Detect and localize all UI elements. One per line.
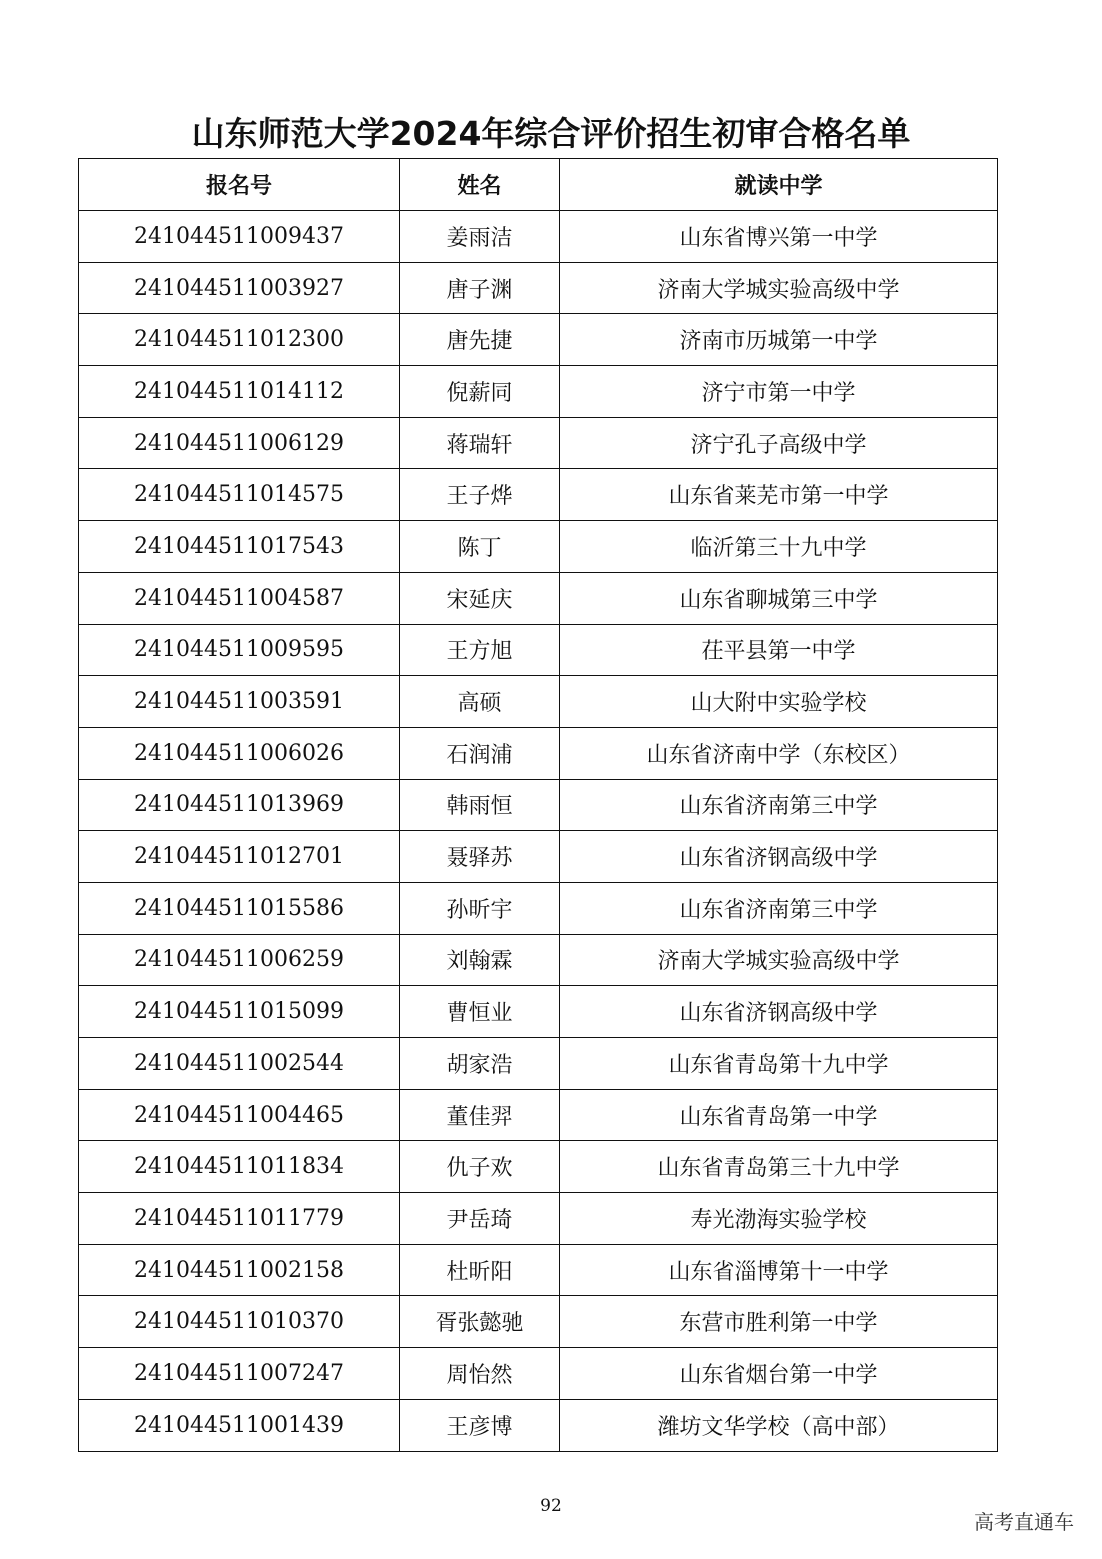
table-row (79, 314, 998, 366)
page-title: 山东师范大学2024年综合评价招生初审合格名单 (191, 114, 911, 153)
school-name-cell: 山东省淄博第十一中学 (560, 1244, 998, 1296)
registration-number-cell: 241044511001439 (79, 1399, 400, 1451)
table-row (79, 521, 998, 573)
student-name-cell: 王彦博 (400, 1399, 560, 1451)
registration-number-cell: 241044511009437 (79, 211, 400, 263)
column-header-school: 就读中学 (560, 159, 998, 211)
table-row (79, 1141, 998, 1193)
table-row (79, 727, 998, 779)
school-name-cell: 济南大学城实验高级中学 (560, 262, 998, 314)
table-row (79, 1296, 998, 1348)
school-name-cell: 山东省济南第三中学 (560, 779, 998, 831)
school-name-cell: 山东省聊城第三中学 (560, 572, 998, 624)
column-header-registration-number: 报名号 (79, 159, 400, 211)
registration-number-cell: 241044511007247 (79, 1348, 400, 1400)
table-row (79, 831, 998, 883)
registration-number-cell: 241044511012300 (79, 314, 400, 366)
table-header-row (79, 159, 998, 211)
table-body (79, 211, 998, 1452)
table-row (79, 1399, 998, 1451)
school-name-cell: 山东省烟台第一中学 (560, 1348, 998, 1400)
student-name-cell: 刘翰霖 (400, 934, 560, 986)
school-name-cell: 东营市胜利第一中学 (560, 1296, 998, 1348)
school-name-cell: 济南大学城实验高级中学 (560, 934, 998, 986)
registration-number-cell: 241044511004465 (79, 1089, 400, 1141)
registration-number-cell: 241044511015586 (79, 882, 400, 934)
table-row (79, 676, 998, 728)
student-name-cell: 倪薪同 (400, 366, 560, 418)
student-name-cell: 杜昕阳 (400, 1244, 560, 1296)
registration-number-cell: 241044511011834 (79, 1141, 400, 1193)
registration-number-cell: 241044511006026 (79, 727, 400, 779)
student-name-cell: 高硕 (400, 676, 560, 728)
student-name-cell: 王子烨 (400, 469, 560, 521)
student-name-cell: 胥张懿驰 (400, 1296, 560, 1348)
student-name-cell: 唐先捷 (400, 314, 560, 366)
table-row (79, 882, 998, 934)
registration-number-cell: 241044511010370 (79, 1296, 400, 1348)
student-name-cell: 周怡然 (400, 1348, 560, 1400)
candidate-table (78, 158, 998, 1452)
school-name-cell: 山东省博兴第一中学 (560, 211, 998, 263)
school-name-cell: 山东省济钢高级中学 (560, 831, 998, 883)
registration-number-cell: 241044511003591 (79, 676, 400, 728)
table-row (79, 262, 998, 314)
registration-number-cell: 241044511014112 (79, 366, 400, 418)
school-name-cell: 山东省青岛第三十九中学 (560, 1141, 998, 1193)
table-row (79, 934, 998, 986)
registration-number-cell: 241044511002544 (79, 1038, 400, 1090)
column-header-name: 姓名 (400, 159, 560, 211)
student-name-cell: 曹恒业 (400, 986, 560, 1038)
table-row (79, 986, 998, 1038)
table-row (79, 779, 998, 831)
student-name-cell: 韩雨恒 (400, 779, 560, 831)
student-name-cell: 尹岳琦 (400, 1193, 560, 1245)
registration-number-cell: 241044511006129 (79, 417, 400, 469)
table-row (79, 1193, 998, 1245)
table-row (79, 469, 998, 521)
school-name-cell: 茌平县第一中学 (560, 624, 998, 676)
school-name-cell: 寿光渤海实验学校 (560, 1193, 998, 1245)
school-name-cell: 山东省济南中学（东校区） (560, 727, 998, 779)
student-name-cell: 董佳羿 (400, 1089, 560, 1141)
registration-number-cell: 241044511004587 (79, 572, 400, 624)
registration-number-cell: 241044511002158 (79, 1244, 400, 1296)
registration-number-cell: 241044511015099 (79, 986, 400, 1038)
school-name-cell: 济宁市第一中学 (560, 366, 998, 418)
school-name-cell: 潍坊文华学校（高中部） (560, 1399, 998, 1451)
school-name-cell: 临沂第三十九中学 (560, 521, 998, 573)
table-row (79, 1348, 998, 1400)
student-name-cell: 王方旭 (400, 624, 560, 676)
school-name-cell: 山大附中实验学校 (560, 676, 998, 728)
registration-number-cell: 241044511011779 (79, 1193, 400, 1245)
table-row (79, 211, 998, 263)
student-name-cell: 姜雨洁 (400, 211, 560, 263)
registration-number-cell: 241044511017543 (79, 521, 400, 573)
registration-number-cell: 241044511006259 (79, 934, 400, 986)
table-row (79, 1089, 998, 1141)
school-name-cell: 山东省青岛第十九中学 (560, 1038, 998, 1090)
student-name-cell: 孙昕宇 (400, 882, 560, 934)
table-row (79, 572, 998, 624)
student-name-cell: 仇子欢 (400, 1141, 560, 1193)
registration-number-cell: 241044511014575 (79, 469, 400, 521)
student-name-cell: 聂驿苏 (400, 831, 560, 883)
student-name-cell: 石润浦 (400, 727, 560, 779)
school-name-cell: 济南市历城第一中学 (560, 314, 998, 366)
school-name-cell: 济宁孔子高级中学 (560, 417, 998, 469)
student-name-cell: 唐子渊 (400, 262, 560, 314)
student-name-cell: 陈丁 (400, 521, 560, 573)
table-row (79, 1038, 998, 1090)
student-name-cell: 蒋瑞轩 (400, 417, 560, 469)
student-name-cell: 宋延庆 (400, 572, 560, 624)
registration-number-cell: 241044511012701 (79, 831, 400, 883)
school-name-cell: 山东省济钢高级中学 (560, 986, 998, 1038)
school-name-cell: 山东省青岛第一中学 (560, 1089, 998, 1141)
student-name-cell: 胡家浩 (400, 1038, 560, 1090)
school-name-cell: 山东省莱芜市第一中学 (560, 469, 998, 521)
table-row (79, 1244, 998, 1296)
table-row (79, 417, 998, 469)
registration-number-cell: 241044511013969 (79, 779, 400, 831)
school-name-cell: 山东省济南第三中学 (560, 882, 998, 934)
page-number: 92 (540, 1496, 562, 1516)
registration-number-cell: 241044511003927 (79, 262, 400, 314)
watermark-text: 高考直通车 (974, 1510, 1074, 1534)
table-row (79, 366, 998, 418)
registration-number-cell: 241044511009595 (79, 624, 400, 676)
table-row (79, 624, 998, 676)
